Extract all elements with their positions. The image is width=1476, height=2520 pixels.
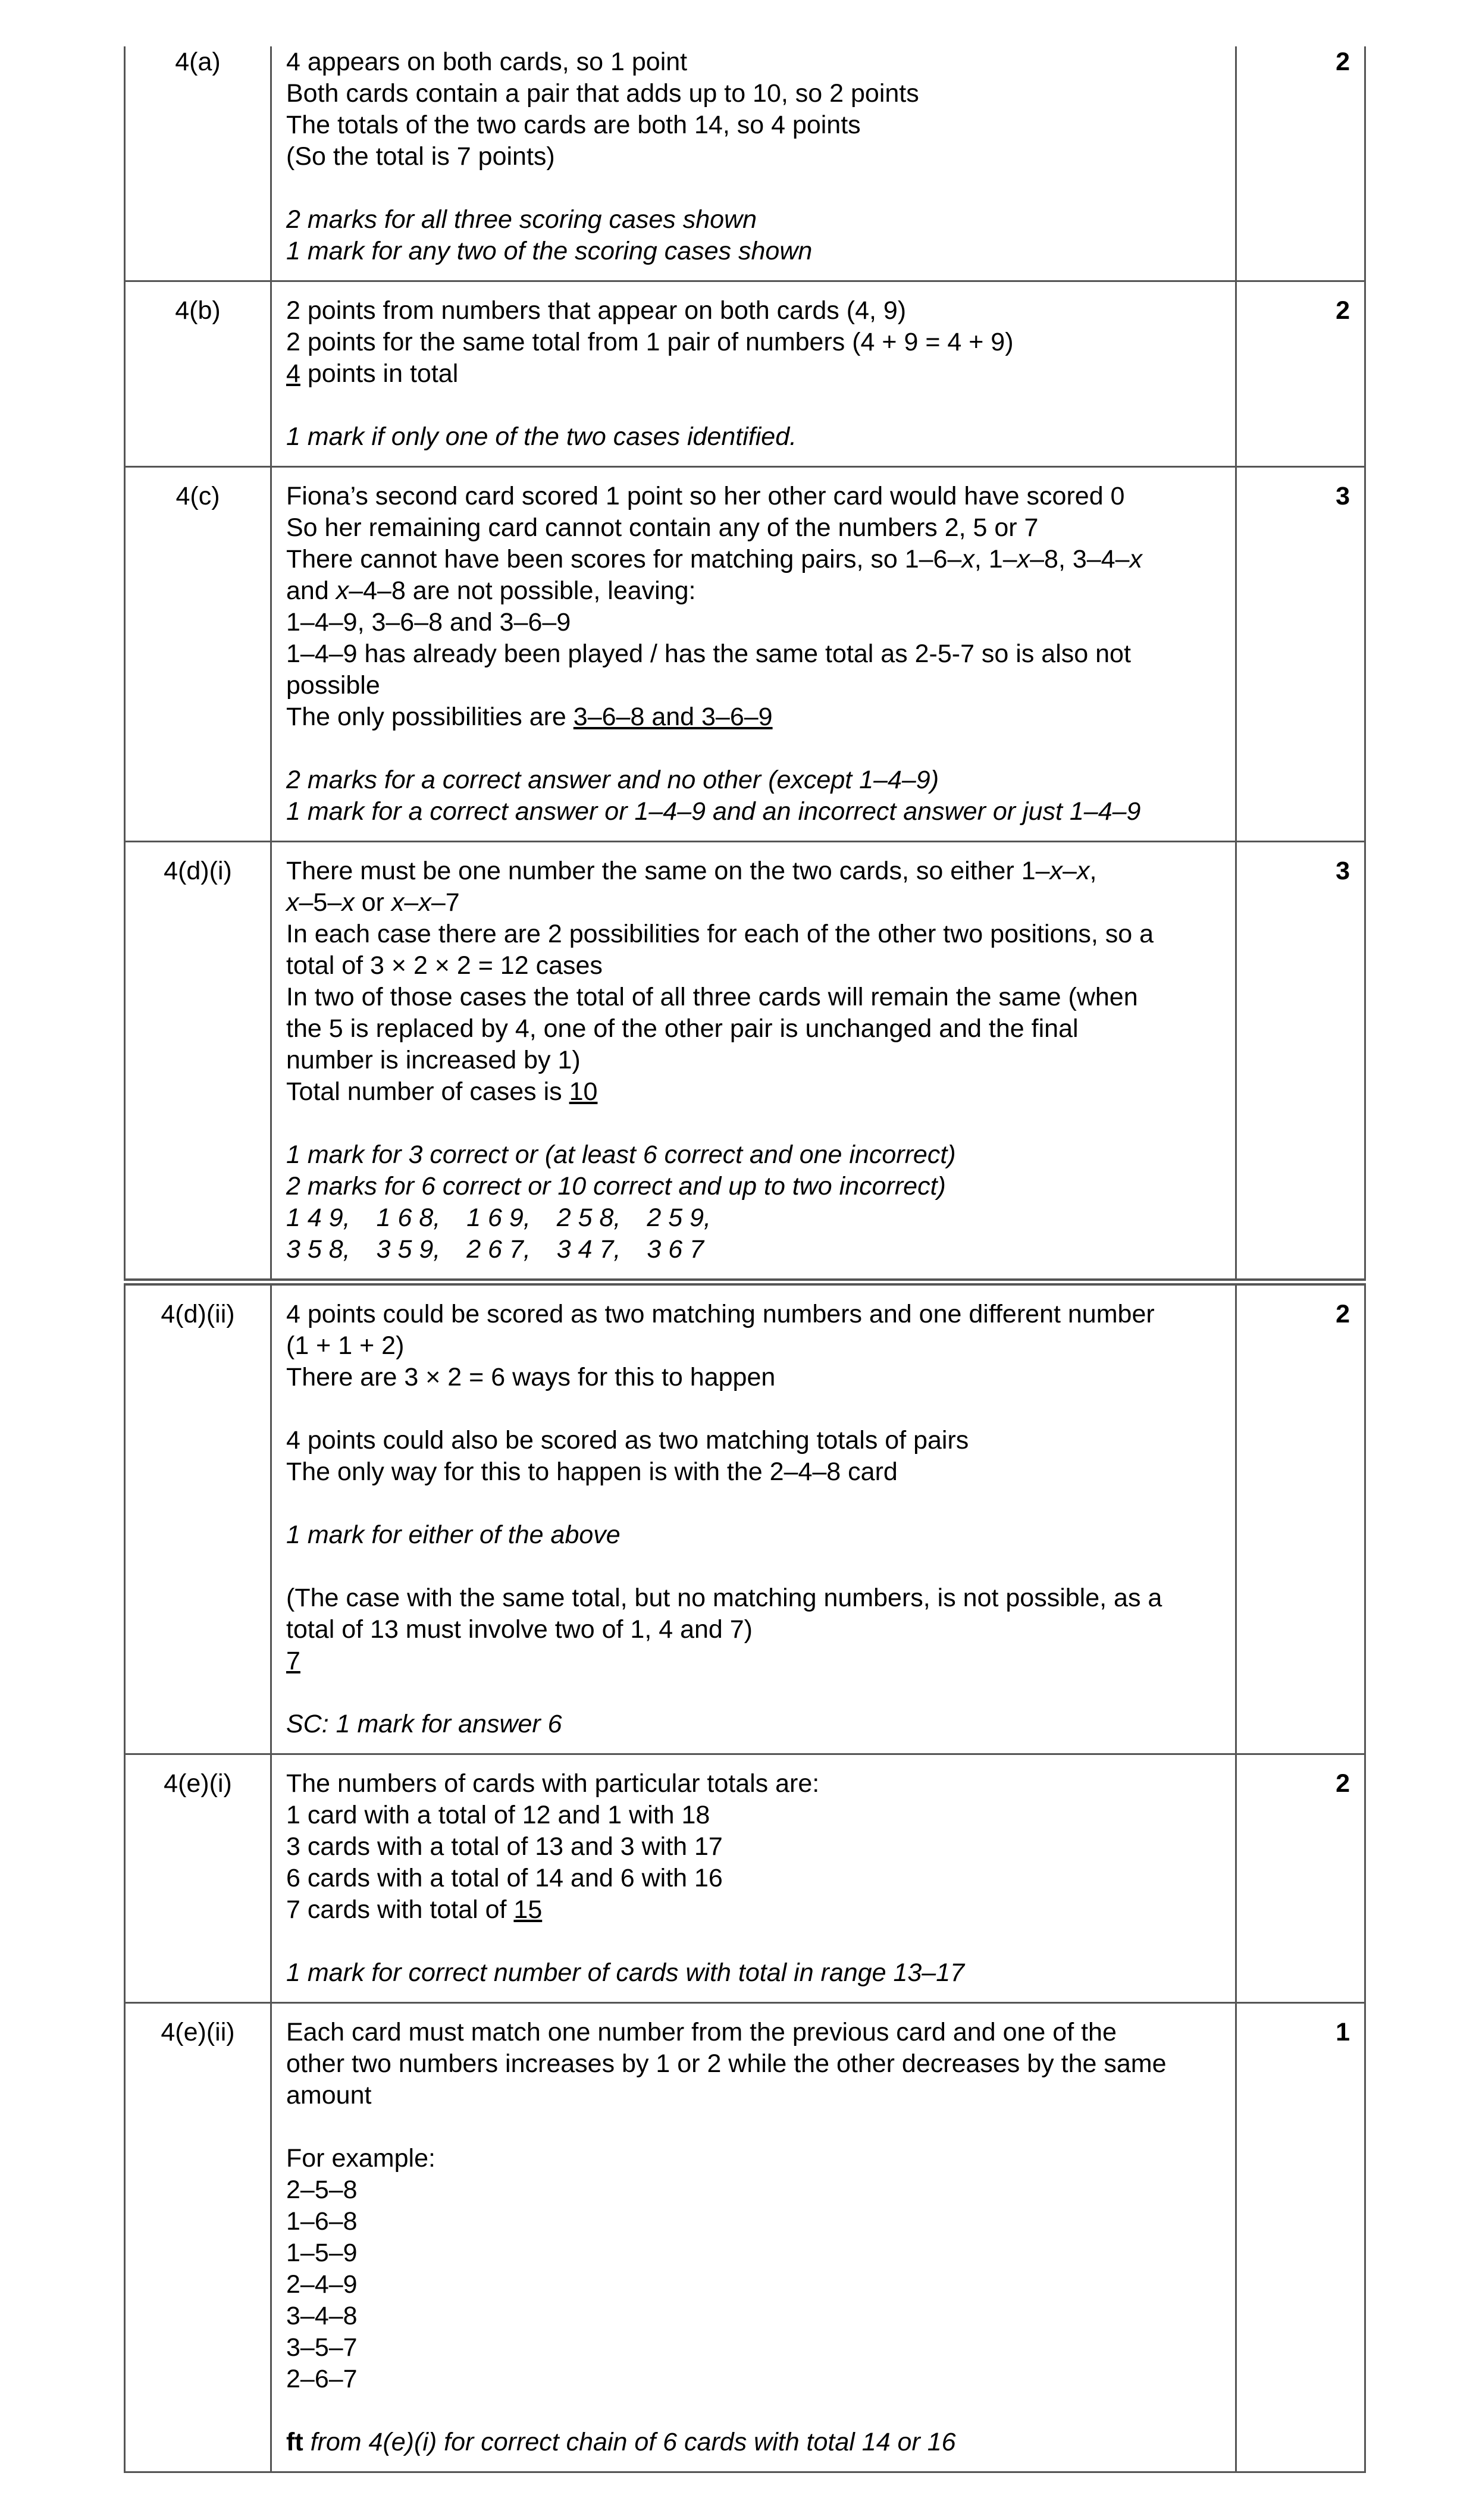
- answer-line: possible: [286, 671, 380, 700]
- answer-text: points in total: [300, 359, 459, 388]
- answer-cell: [271, 467, 1236, 842]
- guidance-line: 1 mark for correct number of cards with total in range 13–17: [286, 1958, 965, 1987]
- combination: 3 4 7,: [556, 1235, 621, 1264]
- answer-text: or: [354, 888, 391, 917]
- answer-text: 7 cards with total of: [286, 1895, 514, 1924]
- answer-text: –7: [431, 888, 460, 917]
- answer-text: –: [1063, 857, 1077, 885]
- question-number: 4(a): [125, 46, 271, 281]
- marks-value: 2: [1236, 281, 1365, 467]
- answer-text: –8, 3–4–: [1030, 545, 1130, 573]
- combination-list: [286, 1234, 1223, 1265]
- answer-line: amount: [286, 2081, 372, 2110]
- answer-line: 1 card with a total of 12 and 1 with 18: [286, 1801, 710, 1829]
- answer-text: –: [404, 888, 419, 917]
- answer-line: So her remaining card cannot contain any of the numbers 2, 5 or 7: [286, 513, 1039, 542]
- answer-line: total of 3 × 2 × 2 = 12 cases: [286, 951, 603, 980]
- answer-line: For example:: [286, 2144, 435, 2173]
- answer-line: (The case with the same total, but no matching numbers, is not possible, as a: [286, 1584, 1162, 1612]
- guidance-line: 1 mark for 3 correct or (at least 6 correct and one incorrect): [286, 1140, 956, 1169]
- answer-cell: [271, 842, 1236, 1283]
- answer-line: other two numbers increases by 1 or 2 while the other decreases by the same: [286, 2049, 1167, 2078]
- mark-row-4c: [125, 467, 1365, 842]
- mark-row-4di: [125, 842, 1365, 1283]
- answer-line: 2 points for the same total from 1 pair of numbers (4 + 9 = 4 + 9): [286, 328, 1014, 356]
- answer-line: 6 cards with a total of 14 and 6 with 16: [286, 1864, 723, 1892]
- variable-x: x: [961, 545, 974, 573]
- combination: 3 6 7: [647, 1235, 704, 1264]
- question-number: 4(e)(i): [125, 1754, 271, 2003]
- mark-row-4dii: [125, 1282, 1365, 1754]
- follow-through-label: ft: [286, 2428, 303, 2456]
- example-card: 1–5–9: [286, 2239, 358, 2267]
- question-number: 4(b): [125, 281, 271, 467]
- answer-line: The totals of the two cards are both 14, so 4 points: [286, 111, 861, 139]
- combination: 1 6 8,: [376, 1203, 441, 1232]
- answer-line: 2 points from numbers that appear on both cards (4, 9): [286, 296, 907, 325]
- answer-value: 4: [286, 359, 300, 388]
- variable-x: x: [286, 888, 299, 917]
- guidance-line: SC: 1 mark for answer 6: [286, 1710, 562, 1738]
- variable-x: x: [336, 576, 349, 605]
- answer-line: In two of those cases the total of all three cards will remain the same (when: [286, 983, 1138, 1011]
- guidance-line: 1 mark for any two of the scoring cases shown: [286, 237, 813, 265]
- answer-line: 4 points could also be scored as two matching totals of pairs: [286, 1426, 969, 1455]
- question-number: 4(c): [125, 467, 271, 842]
- answer-value: 15: [513, 1895, 543, 1924]
- guidance-line: 1 mark for a correct answer or 1–4–9 and an incorrect answer or just 1–4–9: [286, 797, 1141, 826]
- answer-text: and: [286, 576, 336, 605]
- marks-value: 2: [1236, 1754, 1365, 2003]
- example-card: 3–5–7: [286, 2333, 358, 2362]
- combination: 1 6 9,: [466, 1203, 531, 1232]
- answer-line: Both cards contain a pair that adds up to 10, so 2 points: [286, 79, 919, 108]
- answer-text: ,: [1089, 857, 1097, 885]
- answer-cell: [271, 1754, 1236, 2003]
- mark-scheme-table: [124, 46, 1366, 2473]
- mark-row-4b: [125, 281, 1365, 467]
- answer-line: number is increased by 1): [286, 1046, 581, 1074]
- answer-line: Each card must match one number from the previous card and one of the: [286, 2018, 1117, 2046]
- example-card: 2–6–7: [286, 2365, 358, 2393]
- answer-text: , 1–: [974, 545, 1017, 573]
- combination: 3 5 8,: [286, 1235, 350, 1264]
- question-number: 4(d)(i): [125, 842, 271, 1283]
- variable-x: x: [341, 888, 355, 917]
- combination: 3 5 9,: [376, 1235, 441, 1264]
- marks-value: 3: [1236, 842, 1365, 1283]
- variable-x: x: [1017, 545, 1030, 573]
- answer-line: In each case there are 2 possibilities for each of the other two positions, so a: [286, 920, 1154, 948]
- answer-text: Total number of cases is: [286, 1077, 569, 1106]
- variable-x: x: [418, 888, 431, 917]
- answer-line: 4 appears on both cards, so 1 point: [286, 48, 688, 76]
- answer-cell: [271, 281, 1236, 467]
- example-card: 2–4–9: [286, 2270, 358, 2299]
- answer-line: Fiona’s second card scored 1 point so her other card would have scored 0: [286, 482, 1125, 510]
- answer-line: total of 13 must involve two of 1, 4 and 7): [286, 1615, 753, 1644]
- example-card: 3–4–8: [286, 2302, 358, 2330]
- variable-x: x: [1049, 857, 1063, 885]
- answer-value: 7: [286, 1647, 300, 1675]
- guidance-line: 1 mark if only one of the two cases identified.: [286, 422, 797, 451]
- answer-line: (So the total is 7 points): [286, 142, 555, 171]
- guidance-text: from 4(e)(i) for correct chain of 6 cards with total 14 or 16: [303, 2428, 956, 2456]
- answer-cell: [271, 46, 1236, 281]
- combination: 2 5 8,: [556, 1203, 621, 1232]
- answer-text: The only possibilities are: [286, 703, 574, 731]
- marks-value: 3: [1236, 467, 1365, 842]
- answer-text: –4–8 are not possible, leaving:: [349, 576, 696, 605]
- answer-line: 1–4–9, 3–6–8 and 3–6–9: [286, 608, 571, 637]
- answer-line: the 5 is replaced by 4, one of the other pair is unchanged and the final: [286, 1014, 1079, 1043]
- variable-x: x: [391, 888, 405, 917]
- example-card: 2–5–8: [286, 2176, 358, 2204]
- mark-row-4a: [125, 46, 1365, 281]
- answer-line: The only way for this to happen is with the 2–4–8 card: [286, 1458, 898, 1486]
- combination: 1 4 9,: [286, 1203, 350, 1232]
- answer-text: There must be one number the same on the two cards, so either 1–: [286, 857, 1050, 885]
- guidance-line: 2 marks for a correct answer and no other (except 1–4–9): [286, 766, 939, 794]
- variable-x: x: [1076, 857, 1090, 885]
- mark-row-4ei: [125, 1754, 1365, 2003]
- variable-x: x: [1129, 545, 1143, 573]
- answer-line: (1 + 1 + 2): [286, 1331, 405, 1360]
- answer-cell: [271, 2003, 1236, 2472]
- guidance-line: 2 marks for all three scoring cases shown: [286, 205, 757, 234]
- example-card: 1–6–8: [286, 2207, 358, 2236]
- answer-line: 4 points could be scored as two matching numbers and one different number: [286, 1300, 1155, 1328]
- question-number: 4(e)(ii): [125, 2003, 271, 2472]
- combination: 2 6 7,: [466, 1235, 531, 1264]
- answer-text: –5–: [299, 888, 342, 917]
- guidance-line: 1 mark for either of the above: [286, 1521, 621, 1549]
- answer-text: There cannot have been scores for matching pairs, so 1–6–: [286, 545, 962, 573]
- question-number: 4(d)(ii): [125, 1282, 271, 1754]
- answer-value: 3–6–8 and 3–6–9: [573, 703, 773, 731]
- answer-cell: [271, 1282, 1236, 1754]
- guidance-line: 2 marks for 6 correct or 10 correct and up to two incorrect): [286, 1172, 946, 1201]
- combination: 2 5 9,: [647, 1203, 711, 1232]
- answer-value: 10: [569, 1077, 598, 1106]
- mark-row-4eii: [125, 2003, 1365, 2472]
- answer-line: There are 3 × 2 = 6 ways for this to happen: [286, 1363, 776, 1391]
- marks-value: 2: [1236, 46, 1365, 281]
- marks-value: 1: [1236, 2003, 1365, 2472]
- answer-line: 3 cards with a total of 13 and 3 with 17: [286, 1832, 723, 1861]
- answer-line: 1–4–9 has already been played / has the same total as 2-5-7 so is also not: [286, 640, 1131, 668]
- combination-list: [286, 1202, 1223, 1234]
- marks-value: 2: [1236, 1282, 1365, 1754]
- answer-line: The numbers of cards with particular totals are:: [286, 1769, 820, 1798]
